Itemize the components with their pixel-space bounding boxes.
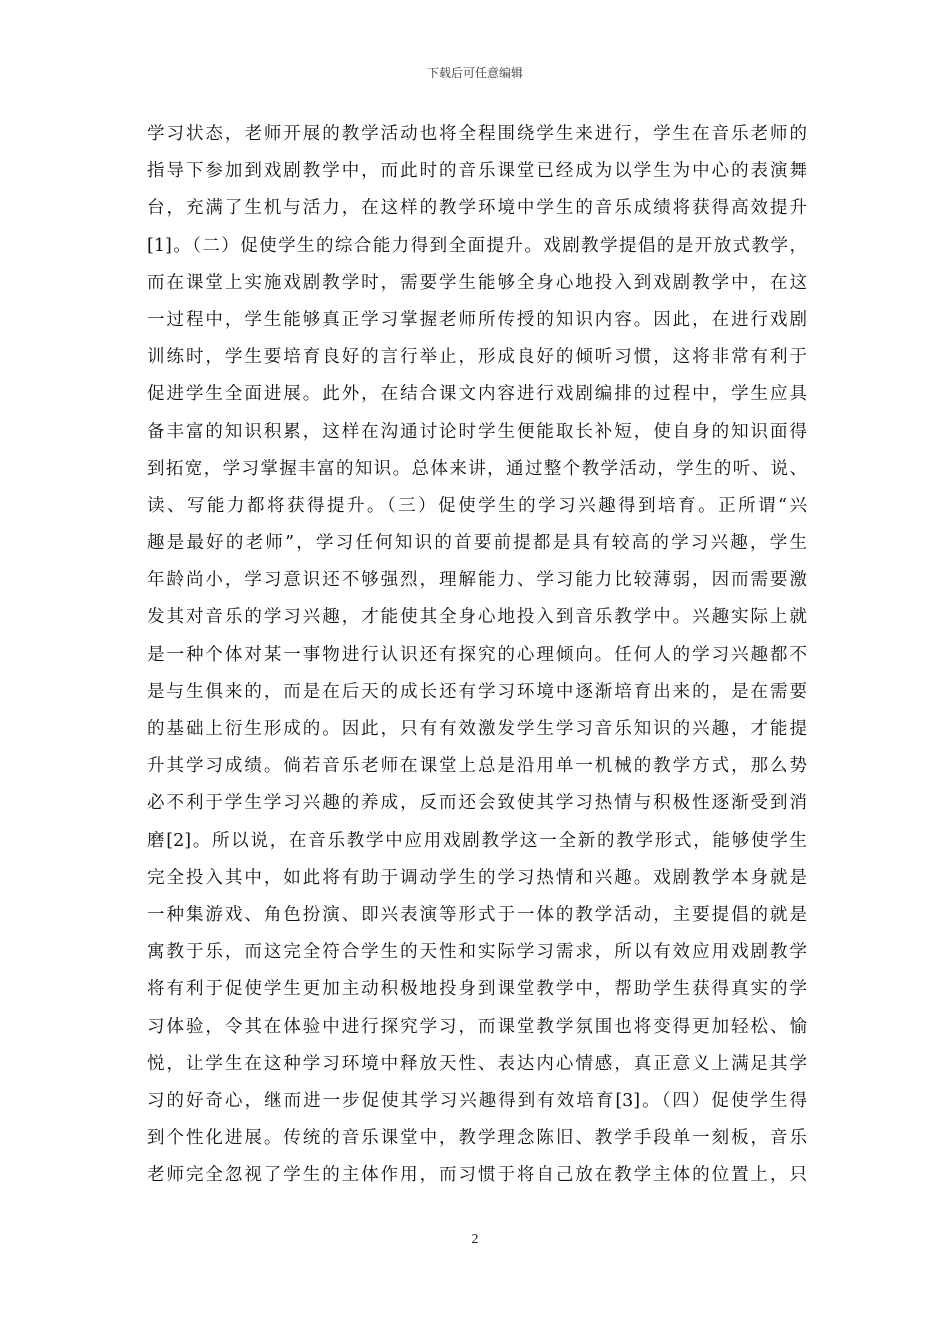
text-line: 备丰富的知识积累，这样在沟通讨论时学生便能取长补短，使自身的知识面得 bbox=[147, 421, 807, 442]
text-line: 一过程中，学生能够真正学习掌握老师所传授的知识内容。因此，在进行戏剧 bbox=[147, 309, 807, 330]
text-line: 寓教于乐，而这完全符合学生的天性和实际学习需求，所以有效应用戏剧教学 bbox=[147, 942, 807, 963]
text-line: 是与生俱来的，而是在后天的成长还有学习环境中逐渐培育出来的，是在需要 bbox=[147, 681, 807, 702]
text-line: 学习状态，老师开展的教学活动也将全程围绕学生来进行，学生在音乐老师的 bbox=[147, 124, 807, 144]
text-line: 升其学习成绩。倘若音乐老师在课堂上总是沿用单一机械的教学方式，那么势 bbox=[147, 756, 807, 777]
text-line: 习体验，令其在体验中进行探究学习，而课堂教学氛围也将变得更加轻松、愉 bbox=[147, 1016, 807, 1037]
text-line: 指导下参加到戏剧教学中，而此时的音乐课堂已经成为以学生为中心的表演舞 bbox=[147, 161, 807, 182]
text-line: 促进学生全面进展。此外，在结合课文内容进行戏剧编排的过程中，学生应具 bbox=[147, 384, 807, 405]
text-line: 台，充满了生机与活力，在这样的教学环境中学生的音乐成绩将获得高效提升 bbox=[147, 198, 807, 219]
text-line: 年龄尚小，学习意识还不够强烈，理解能力、学习能力比较薄弱，因而需要激 bbox=[147, 570, 807, 591]
text-line: 到拓宽，学习掌握丰富的知识。总体来讲，通过整个教学活动，学生的听、说、 bbox=[147, 458, 807, 479]
page-number: 2 bbox=[471, 1232, 479, 1247]
text-line: 而在课堂上实施戏剧教学时，需要学生能够全身心地投入到戏剧教学中，在这 bbox=[147, 272, 807, 293]
text-line: 将有利于促使学生更加主动积极地投身到课堂教学中，帮助学生获得真实的学 bbox=[147, 979, 807, 1000]
text-line: 一种集游戏、角色扮演、即兴表演等形式于一体的教学活动，主要提倡的就是 bbox=[147, 904, 807, 925]
text-line: 磨[2]。所以说，在音乐教学中应用戏剧教学这一全新的教学形式，能够使学生 bbox=[147, 830, 807, 851]
page-header: 下载后可任意编辑 bbox=[426, 66, 523, 80]
body-text bbox=[147, 116, 807, 1194]
text-line: 完全投入其中，如此将有助于调动学生的学习热情和兴趣。戏剧教学本身就是 bbox=[147, 867, 807, 888]
text-line: 趣是最好的老师”，学习任何知识的首要前提都是具有较高的学习兴趣，学生 bbox=[147, 533, 807, 554]
text-line: 是一种个体对某一事物进行认识还有探究的心理倾向。任何人的学习兴趣都不 bbox=[147, 644, 807, 665]
text-line: 发其对音乐的学习兴趣，才能使其全身心地投入到音乐教学中。兴趣实际上就 bbox=[147, 607, 807, 628]
text-line: 的基础上衍生形成的。因此，只有有效激发学生学习音乐知识的兴趣，才能提 bbox=[147, 719, 807, 739]
text-line: 读、写能力都将获得提升。（三）促使学生的学习兴趣得到培育。正所谓“兴 bbox=[147, 495, 807, 516]
text-line: [1]。（二）促使学生的综合能力得到全面提升。戏剧教学提倡的是开放式教学， bbox=[147, 235, 807, 256]
text-line: 习的好奇心，继而进一步促使其学习兴趣得到有效培育[3]。（四）促使学生得 bbox=[147, 1090, 807, 1111]
text-line: 悦，让学生在这种学习环境中释放天性、表达内心情感，真正意义上满足其学 bbox=[147, 1053, 807, 1074]
text-line: 训练时，学生要培育良好的言行举止，形成良好的倾听习惯，这将非常有利于 bbox=[147, 347, 807, 368]
text-line: 必不利于学生学习兴趣的养成，反而还会致使其学习热情与积极性逐渐受到消 bbox=[147, 793, 807, 814]
text-line: 老师完全忽视了学生的主体作用，而习惯于将自己放在教学主体的位置上，只 bbox=[147, 1165, 807, 1186]
text-line: 到个性化进展。传统的音乐课堂中，教学理念陈旧、教学手段单一刻板，音乐 bbox=[147, 1128, 807, 1149]
